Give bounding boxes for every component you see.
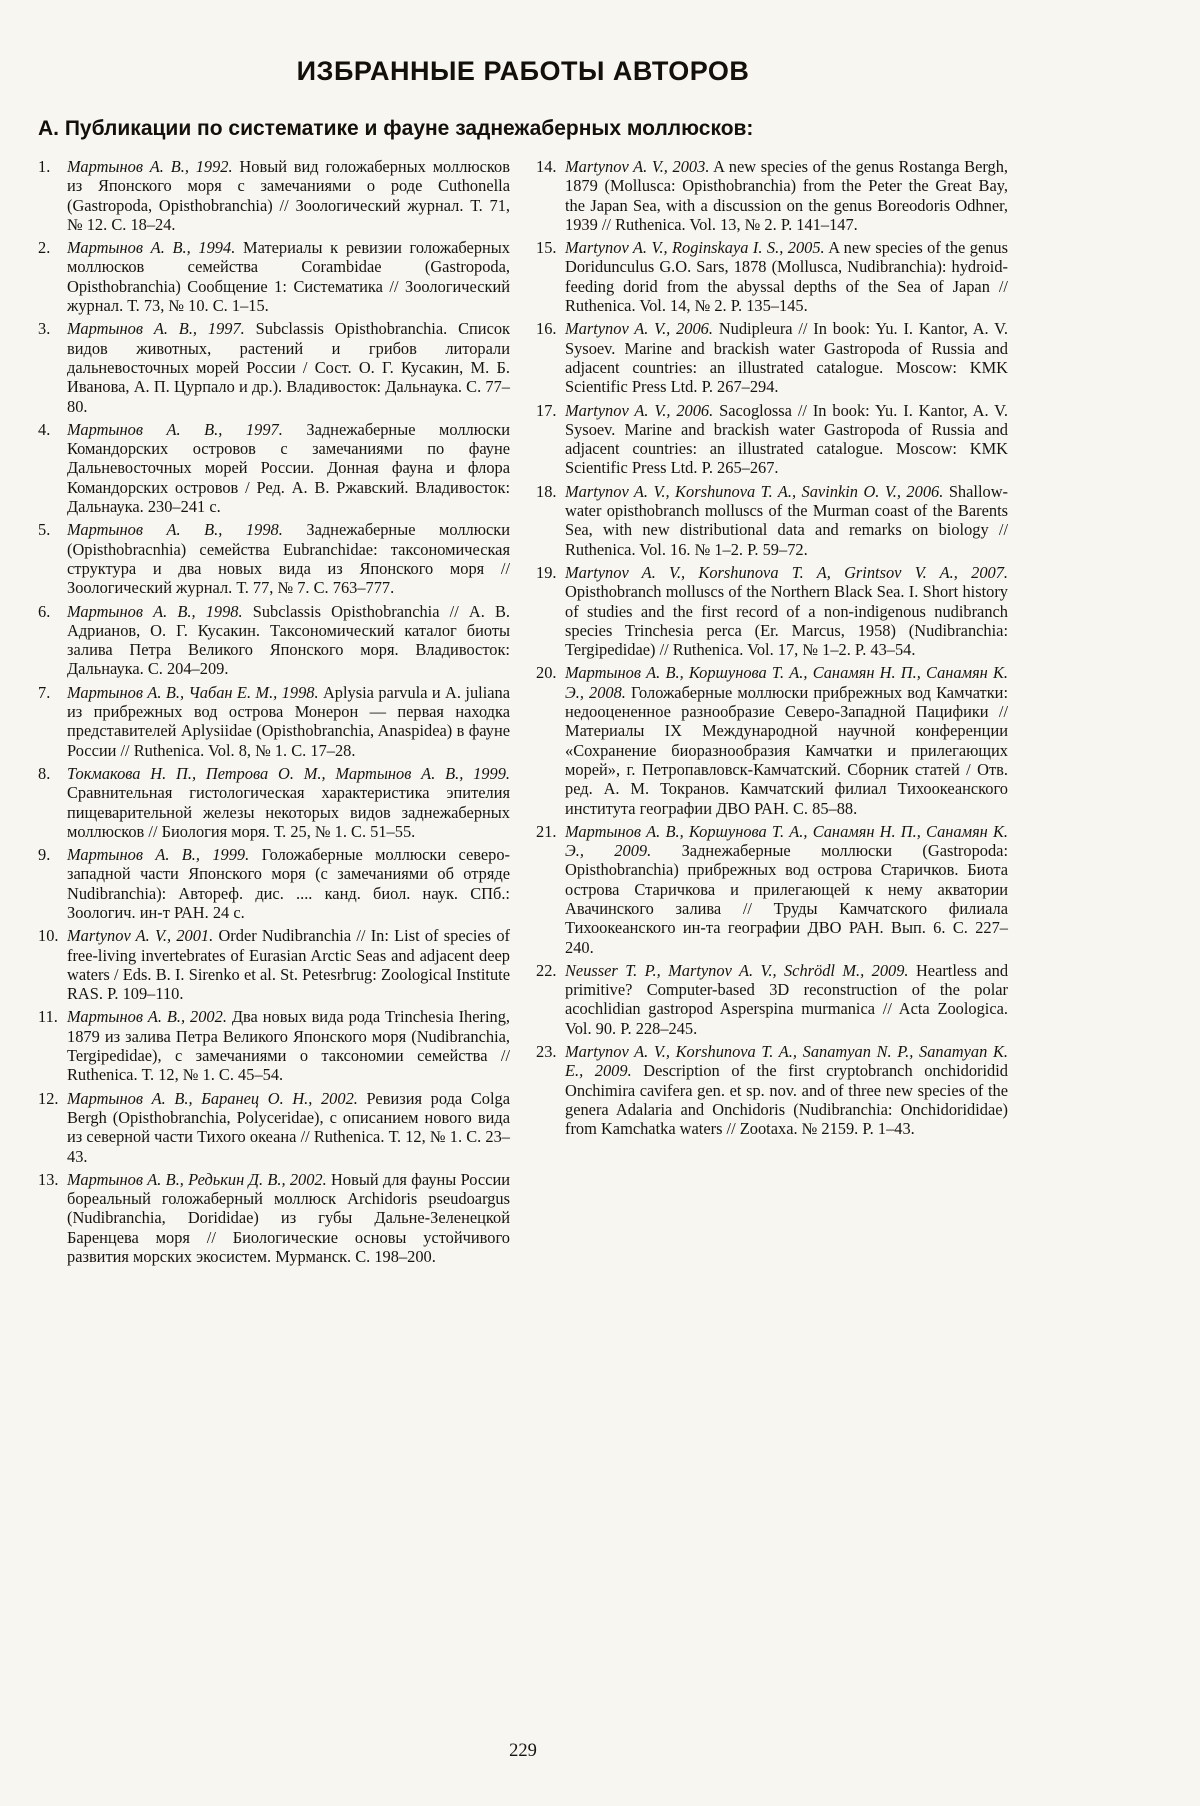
reference-authors: Martynov A. V., 2006. bbox=[565, 400, 714, 420]
reference-authors: Мартынов А. В., 1998. bbox=[67, 601, 243, 621]
reference-number: 6. bbox=[38, 601, 51, 621]
page-title: ИЗБРАННЫЕ РАБОТЫ АВТОРОВ bbox=[296, 56, 750, 86]
reference-item bbox=[38, 319, 510, 415]
reference-item bbox=[38, 1089, 510, 1166]
reference-body: Заднежаберные моллюски (Opisthobracnhia) семейства Eubranchidae: таксономическая структура и два новых вида из Японского моря // Зоологический журнал. Т. 77, № 7. С. 763–777. bbox=[67, 520, 510, 598]
reference-item bbox=[38, 683, 510, 760]
reference-authors: Martynov A. V., Korshunova T. A., Sanamyan N. P., Sanamyan K. E., 2009. bbox=[565, 1042, 1008, 1081]
reference-body: Заднежаберные моллюски Командорских островов с замечаниями по фауне Дальневосточных морей России. Донная фауна и флора Командорских островов / Ред. А. В. Ржавский. Владивосток: Дальнаука. 230–241 с. bbox=[67, 419, 510, 517]
reference-number: 1. bbox=[38, 157, 51, 176]
reference-item bbox=[536, 401, 1008, 478]
reference-body: Новый для фауны России бореальный голожаберный моллюск Archidoris pseudoargus (Nudibranchia, Dorididae) из губы Дальне-Зеленецкой Баренцева моря // Биологические основы устойчивого развития морских экосистем. Мурманск. С. 198–200. bbox=[67, 1169, 510, 1267]
reference-number: 15. bbox=[536, 238, 557, 258]
reference-body: Opisthobranch molluscs of the Northern Black Sea. I. Short history of studies and the first record of a non-indigenous nudibranch species Trinchesia perca (Er. Marcus, 1958) (Nudibranchia: Tergipedidae) // Ruthenica. Vol. 17, № 1–2. P. 43–54. bbox=[565, 582, 1008, 660]
reference-body: Aplysia parvula и A. juliana из прибрежных вод острова Монерон — первая находка представителей Aplysiidae (Opisthobranchia, Anaspidea) в фауне России // Ruthenica. Vol. 8, № 1. С. 17–28. bbox=[67, 682, 510, 760]
reference-item bbox=[536, 663, 1008, 817]
reference-authors: Токмакова Н. П., Петрова О. М., Мартынов А. В., 1999. bbox=[67, 763, 510, 783]
reference-authors: Мартынов А. В., 1997. bbox=[67, 419, 283, 439]
reference-item bbox=[536, 157, 1008, 234]
references-column-left bbox=[38, 157, 510, 1270]
reference-body: A new species of the genus Doridunculus G.O. Sars, 1878 (Mollusca, Nudibranchia): hydroid-feeding dorid from the abyssal depths of the Sea of Japan // Ruthenica. Vol. 14, № 2. P. 135–145. bbox=[565, 238, 1009, 316]
reference-authors: Мартынов А. В., Чабан Е. М., 1998. bbox=[67, 682, 319, 702]
reference-authors: Мартынов А. В., 1999. bbox=[67, 845, 250, 865]
reference-item bbox=[38, 845, 510, 922]
reference-authors: Мартынов А. В., 1997. bbox=[67, 319, 245, 339]
reference-body: Ревизия рода Colga Bergh (Opisthobranchia, Polyceridae), с описанием нового вида из северной части Тихого океана // Ruthenica. Т. 12, № 1. С. 23–43. bbox=[67, 1088, 510, 1166]
reference-item bbox=[38, 1007, 510, 1084]
reference-number: 20. bbox=[536, 663, 557, 683]
reference-body: Новый вид голожаберных моллюсков из Японского моря с замечаниями о роде Cuthonella (Gastropoda, Opisthobranchia) // Зоологический журнал. Т. 71, № 12. С. 18–24. bbox=[67, 157, 510, 234]
reference-item bbox=[38, 602, 510, 679]
reference-body: Голожаберные моллюски северо-западной части Японского моря (с замечаниями об отряде Nudibranchia): Автореф. дис. .... канд. биол. наук. СПб.: Зоологич. ин-т РАН. 24 с. bbox=[67, 845, 510, 922]
reference-authors: Мартынов А. В., 1998. bbox=[67, 520, 283, 540]
reference-authors: Neusser T. P., Martynov A. V., Schrödl M., 2009. bbox=[565, 960, 909, 980]
section-heading: А. Публикации по систематике и фауне заднежаберных моллюсков: bbox=[38, 117, 754, 140]
references-column-right bbox=[536, 157, 1008, 1143]
reference-body: Heartless and primitive? Computer-based 3D reconstruction of the polar acochlidian gastropod Asperspina murmanica // Acta Zoologica. Vol. 90. P. 228–245. bbox=[565, 960, 1009, 1038]
reference-number: 16. bbox=[536, 319, 557, 339]
reference-number: 22. bbox=[536, 960, 557, 980]
reference-authors: Мартынов А. В., Коршунова Т. А., Санамян Н. П., Санамян К. Э., 2009. bbox=[565, 821, 1008, 861]
reference-item bbox=[38, 520, 510, 597]
reference-body: Материалы к ревизии голожаберных моллюсков семейства Corambidae (Gastropoda, Opisthobranchia) Сообщение 1: Систематика // Зоологический журнал. Т. 73, № 10. С. 1–15. bbox=[67, 238, 510, 316]
reference-body: Голожаберные моллюски прибрежных вод Камчатки: недооцененное разнообразие Северо-Западной Пацифики // Материалы IX Международной научной конференции «Сохранение биоразнообразия Камчатки и прилегающих морей», г. Петропавловск-Камчатский. Сборник статей / Отв. ред. А. М. Токранов. Камчатский филиал Тихоокеанского института географии ДВО РАН. С. 85–88. bbox=[565, 682, 1008, 818]
reference-authors: Martynov A. V., Korshunova T. A., Savinkin O. V., 2006. bbox=[565, 481, 944, 501]
reference-authors: Мартынов А. В., Баранец О. Н., 2002. bbox=[67, 1088, 358, 1108]
reference-number: 2. bbox=[38, 238, 51, 258]
reference-columns bbox=[38, 157, 1008, 1270]
reference-item bbox=[38, 926, 510, 1003]
reference-number: 17. bbox=[536, 400, 557, 420]
reference-number: 8. bbox=[38, 763, 51, 783]
reference-authors: Мартынов А. В., 1992. bbox=[67, 157, 233, 176]
reference-number: 3. bbox=[38, 319, 51, 339]
reference-number: 12. bbox=[38, 1088, 59, 1108]
reference-authors: Мартынов А. В., Коршунова Т. А., Санамян Н. П., Санамян К. Э., 2008. bbox=[565, 663, 1008, 702]
reference-body: Subclassis Opisthobranchia. Список видов животных, растений и грибов литорали дальневосточных морей России / Сост. О. Г. Кусакин, М. Б. Иванова, А. П. Цурпало и др.). Владивосток: Дальнаука. С. 77–80. bbox=[67, 319, 511, 416]
reference-item bbox=[536, 563, 1008, 659]
reference-item bbox=[38, 764, 510, 841]
reference-body: Сравнительная гистологическая характеристика эпителия пищеварительной железы некоторых видов заднежаберных моллюсков // Биология моря. Т. 25, № 1. С. 51–55. bbox=[67, 783, 510, 841]
reference-body: Sacoglossa // In book: Yu. I. Kantor, A. V. Sysoev. Marine and brackish water Gastropoda of Russia and adjacent countries: an illustrated catalogue. Moscow: KMK Scientific Press Ltd. P. 265–267. bbox=[565, 400, 1008, 478]
reference-number: 11. bbox=[38, 1007, 58, 1027]
reference-item bbox=[536, 482, 1008, 559]
reference-item bbox=[536, 238, 1008, 315]
reference-body: Subclassis Opisthobranchia // А. В. Адрианов, О. Г. Кусакин. Таксономический каталог биоты залива Петра Великого Японского моря. Владивосток: Дальнаука. С. 204–209. bbox=[67, 601, 510, 679]
reference-number: 5. bbox=[38, 520, 51, 540]
reference-item bbox=[38, 157, 510, 234]
reference-number: 21. bbox=[536, 821, 557, 841]
reference-number: 23. bbox=[536, 1042, 557, 1062]
reference-number: 10. bbox=[38, 926, 59, 946]
reference-authors: Мартынов А. В., 1994. bbox=[67, 238, 236, 258]
reference-authors: Мартынов А. В., 2002. bbox=[67, 1007, 227, 1027]
reference-authors: Martynov A. V., 2006. bbox=[565, 319, 713, 339]
reference-number: 4. bbox=[38, 419, 51, 439]
reference-authors: Мартынов А. В., Редькин Д. В., 2002. bbox=[67, 1169, 327, 1189]
reference-number: 7. bbox=[38, 682, 51, 702]
reference-authors: Martynov A. V., Korshunova T. A, Grintsov V. A., 2007. bbox=[565, 562, 1008, 582]
reference-body: A new species of the genus Rostanga Bergh, 1879 (Mollusca: Opisthobranchia) from the Peter the Great Bay, the Japan Sea, with a discussion on the genus Boreodoris Odhner, 1939 // Ruthenica. Vol. 13, № 2. P. 141–147. bbox=[565, 157, 1008, 234]
reference-number: 19. bbox=[536, 562, 557, 582]
reference-item bbox=[536, 319, 1008, 396]
reference-item bbox=[38, 1170, 510, 1266]
reference-item bbox=[536, 822, 1008, 957]
reference-body: Два новых вида рода Trinchesia Ihering, 1879 из залива Петра Великого Японского моря (Nudibranchia, Tergipedidae), с замечаниями о таксономии семейства // Ruthenica. Т. 12, № 1. С. 45–54. bbox=[67, 1007, 510, 1085]
reference-number: 18. bbox=[536, 481, 557, 501]
reference-body: Nudipleura // In book: Yu. I. Kantor, A. V. Sysoev. Marine and brackish water Gastropoda of Russia and adjacent countries: an illustrated catalogue. Moscow: KMK Scientific Press Ltd. P. 267–294. bbox=[565, 319, 1008, 397]
reference-authors: Martynov A. V., 2001. bbox=[67, 926, 214, 946]
page-number: 229 bbox=[509, 1741, 537, 1761]
reference-authors: Martynov A. V., 2003. bbox=[565, 157, 710, 176]
reference-number: 13. bbox=[38, 1169, 59, 1189]
reference-body: Заднежаберные моллюски (Gastropoda: Opisthobranchia) прибрежных вод острова Старичков. Биота острова Старичкова и прилегающей к нему акватории Авачинского залива // Труды Камчатского филиала Тихоокеанского ин-та географии ДВО РАН. Вып. 6. С. 227–240. bbox=[565, 841, 1008, 957]
reference-body: Description of the first cryptobranch onchidoridid Onchimira cavifera gen. et sp. nov. and of three new species of the genera Adalaria and Onchidoris (Nudibranchia: Onchidorididae) from Kamchatka waters // Zootaxa. № 2159. P. 1–43. bbox=[565, 1061, 1008, 1139]
reference-body: Shallow-water opisthobranch molluscs of the Murman coast of the Barents Sea, with new distributional data and remarks on biology // Ruthenica. Vol. 16. № 1–2. P. 59–72. bbox=[565, 481, 1008, 559]
reference-number: 9. bbox=[38, 845, 51, 865]
reference-item bbox=[536, 961, 1008, 1038]
reference-authors: Martynov A. V., Roginskaya I. S., 2005. bbox=[565, 238, 825, 258]
reference-item bbox=[38, 238, 510, 315]
reference-item bbox=[38, 420, 510, 516]
reference-number: 14. bbox=[536, 157, 557, 176]
reference-item bbox=[536, 1042, 1008, 1138]
reference-body: Order Nudibranchia // In: List of species of free-living invertebrates of Eurasian Arctic Seas and adjacent deep waters / Eds. B. I. Sirenko et al. St. Petesrbrug: Zoological Institute RAS. P. 109–110. bbox=[67, 926, 510, 1004]
